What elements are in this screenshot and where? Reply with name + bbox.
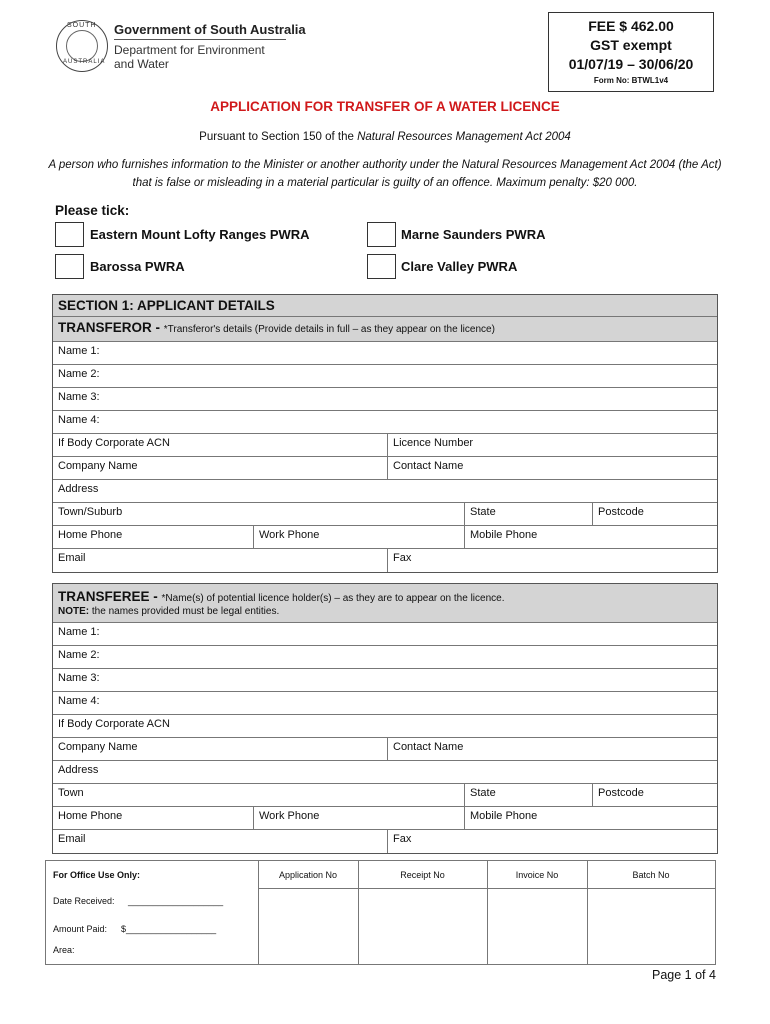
form-title: APPLICATION FOR TRANSFER OF A WATER LICENCE (210, 99, 560, 114)
seal-text-bottom: AUSTRALIA (63, 59, 106, 65)
checkbox-eastern-mount-lofty[interactable] (55, 222, 84, 247)
transferee-name4-row[interactable] (53, 692, 717, 715)
transferee-acn-row[interactable] (53, 715, 717, 738)
note-label: NOTE: (58, 606, 90, 617)
label-barossa: Barossa PWRA (90, 259, 185, 274)
batch-no-header: Batch No (587, 861, 715, 889)
note-text: the names provided must be legal entities. (89, 606, 280, 617)
gst-status: GST exempt (590, 37, 672, 53)
transferee-email-row (53, 830, 717, 853)
transferee-mobile-field[interactable]: Mobile Phone (464, 807, 717, 829)
transferor-acn-field[interactable]: If Body Corporate ACN (58, 437, 170, 449)
transferor-name3-label: Name 3: (58, 391, 100, 403)
transferor-address-label: Address (58, 483, 99, 495)
transferor-name2-label: Name 2: (58, 368, 100, 380)
department-line-1: Department for Environment (114, 43, 265, 57)
section1-header (53, 295, 717, 342)
transferor-name3-row[interactable] (53, 388, 717, 411)
section1-title: SECTION 1: APPLICANT DETAILS (53, 295, 717, 317)
label-eastern-mount-lofty: Eastern Mount Lofty Ranges PWRA (90, 227, 310, 242)
transferee-town-row (53, 784, 717, 807)
transferor-town-field[interactable]: Town/Suburb (58, 506, 123, 518)
label-marne-saunders: Marne Saunders PWRA (401, 227, 546, 242)
date-received-label: Date Received: (53, 896, 115, 906)
transferee-work-phone-field[interactable]: Work Phone (253, 807, 464, 829)
transferee-postcode-field[interactable]: Postcode (592, 784, 717, 806)
transferee-acn-label: If Body Corporate ACN (58, 718, 170, 730)
transferor-heading (53, 317, 717, 337)
transferor-phone-row (53, 526, 717, 549)
transferee-company-row (53, 738, 717, 761)
transferee-email-field[interactable]: Email (58, 833, 86, 845)
transferee-legal-note (58, 606, 717, 617)
false-information-warning: A person who furnishes information to the Minister or another authority under the Natural Resources Management Act 2004 (the Act) that is false or misleading in a material particular is guilty of an offence. Maximum penalty: $20 000. (48, 159, 722, 189)
transferor-mobile-field[interactable]: Mobile Phone (464, 526, 717, 548)
checkbox-clare-valley[interactable] (367, 254, 396, 279)
checkbox-marne-saunders[interactable] (367, 222, 396, 247)
office-use-box (45, 860, 716, 965)
transferee-state-field[interactable]: State (464, 784, 592, 806)
transferee-contact-field[interactable]: Contact Name (387, 738, 717, 760)
transferor-name1-label: Name 1: (58, 345, 100, 357)
amount-paid-label: Amount Paid: (53, 924, 108, 934)
amount-paid-field[interactable]: $__________________ (121, 924, 217, 934)
government-name: Government of South Australia (114, 22, 306, 37)
transferor-company-row (53, 457, 717, 480)
transferee-address-row[interactable] (53, 761, 717, 784)
transferor-email-field[interactable]: Email (58, 552, 86, 564)
transferee-name1-label: Name 1: (58, 626, 100, 638)
section1-transferor (52, 294, 718, 573)
transferee-name2-label: Name 2: (58, 649, 100, 661)
transferor-name4-row[interactable] (53, 411, 717, 434)
act-name: Natural Resources Management Act 2004 (357, 131, 571, 143)
transferor-contact-field[interactable]: Contact Name (387, 457, 717, 479)
transferor-town-row (53, 503, 717, 526)
transferee-label: TRANSFEREE - (58, 589, 162, 604)
transferor-note: *Transferor's details (Provide details in full – as they appear on the licence) (163, 324, 495, 335)
transferor-name4-label: Name 4: (58, 414, 100, 426)
label-clare-valley: Clare Valley PWRA (401, 259, 518, 274)
invoice-no-header: Invoice No (487, 861, 587, 889)
seal-text-top: SOUTH (67, 22, 97, 29)
department-line-2: and Water (114, 57, 169, 71)
transferor-label: TRANSFEROR - (58, 320, 164, 335)
header-divider (114, 39, 286, 40)
transferee-home-phone-field[interactable]: Home Phone (58, 810, 123, 822)
date-received-field[interactable]: ___________________ (128, 896, 224, 906)
office-use-heading: For Office Use Only: (53, 870, 141, 880)
transferor-home-phone-field[interactable]: Home Phone (58, 529, 123, 541)
page-number: Page 1 of 4 (652, 968, 716, 982)
department-name (114, 43, 304, 71)
fee-amount: FEE $ 462.00 (588, 18, 674, 34)
government-seal-logo (56, 20, 108, 72)
transferor-name1-row[interactable] (53, 342, 717, 365)
transferor-licence-number-field[interactable]: Licence Number (387, 434, 717, 456)
transferee-town-field[interactable]: Town (58, 787, 84, 799)
transferor-address-row[interactable] (53, 480, 717, 503)
fee-period: 01/07/19 – 30/06/20 (568, 56, 694, 72)
receipt-no-header: Receipt No (358, 861, 487, 889)
application-no-header: Application No (258, 861, 358, 889)
pursuant-line (0, 131, 770, 143)
transferee-company-field[interactable]: Company Name (58, 741, 138, 753)
transferee-heading (58, 588, 717, 606)
fee-box (548, 12, 714, 92)
transferor-state-field[interactable]: State (464, 503, 592, 525)
transferee-phone-row (53, 807, 717, 830)
form-number: Form No: BTWL1v4 (593, 76, 669, 85)
transferor-name2-row[interactable] (53, 365, 717, 388)
area-label: Area: (53, 945, 75, 955)
transferee-name4-label: Name 4: (58, 695, 100, 707)
transferee-name3-row[interactable] (53, 669, 717, 692)
transferor-work-phone-field[interactable]: Work Phone (253, 526, 464, 548)
transferee-fax-field[interactable]: Fax (387, 830, 717, 853)
transferor-email-row (53, 549, 717, 572)
section1-transferee (52, 583, 718, 854)
transferee-name1-row[interactable] (53, 623, 717, 646)
transferor-company-field[interactable]: Company Name (58, 460, 138, 472)
transferor-fax-field[interactable]: Fax (387, 549, 717, 572)
transferor-acn-row (53, 434, 717, 457)
transferee-name2-row[interactable] (53, 646, 717, 669)
transferee-name3-label: Name 3: (58, 672, 100, 684)
transferee-header (53, 584, 717, 623)
transferee-note: *Name(s) of potential licence holder(s) – as they are to appear on the licence. (161, 593, 505, 604)
transferor-postcode-field[interactable]: Postcode (592, 503, 717, 525)
pursuant-prefix: Pursuant to Section 150 of the (199, 131, 358, 143)
transferee-address-label: Address (58, 764, 99, 776)
checkbox-barossa[interactable] (55, 254, 84, 279)
please-tick-heading: Please tick: (55, 203, 130, 218)
